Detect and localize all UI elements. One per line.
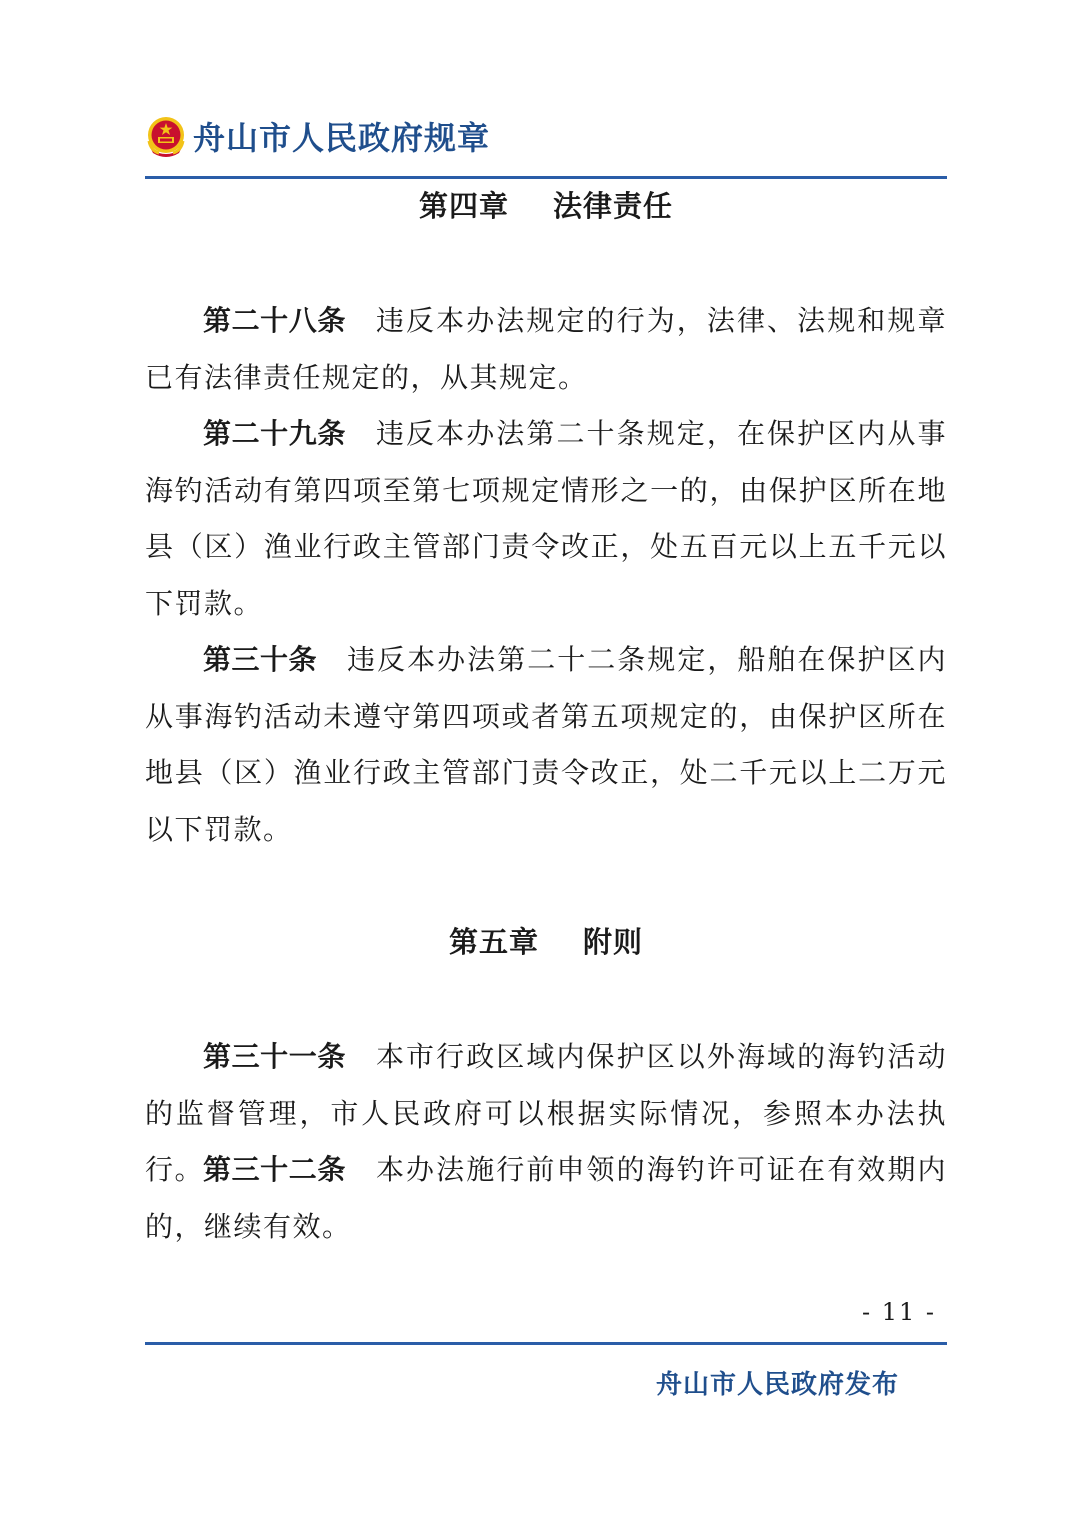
article-text: 本市行政区域内保护区以外海域的海钓活动的监督管理，市人民政府可以根据实际情况，参照本办法执行。 xyxy=(145,1040,947,1186)
article-text: 违反本办法第二十条规定，在保护区内从事海钓活动有第四项至第七项规定情形之一的，由保护区所在地县（区）渔业行政主管部门责令改正，处五百元以上五千元以下罚款。 xyxy=(145,417,947,620)
page-number: - 11 - xyxy=(862,1298,937,1326)
chapter-number: 第四章 xyxy=(418,189,509,223)
article-number: 第二十九条 xyxy=(203,417,346,450)
header-title: 舟山市人民政府规章 xyxy=(193,119,491,157)
chapter-number: 第五章 xyxy=(448,925,539,959)
page-header xyxy=(145,112,490,164)
article-paragraph xyxy=(145,1142,947,1255)
article-paragraph xyxy=(145,632,947,858)
chapter-heading xyxy=(145,925,947,959)
article-text: 违反本办法规定的行为，法律、法规和规章已有法律责任规定的，从其规定。 xyxy=(145,304,947,394)
chapter-title: 附则 xyxy=(583,925,644,959)
article-text: 本办法施行前申领的海钓许可证在有效期内的，继续有效。 xyxy=(145,1153,947,1243)
article-number: 第三十一条 xyxy=(203,1040,346,1073)
footer-publisher: 舟山市人民政府发布 xyxy=(656,1370,900,1400)
article-text: 违反本办法第二十二条规定，船舶在保护区内从事海钓活动未遵守第四项或者第五项规定的，由保护区所在地县（区）渔业行政主管部门责令改正，处二千元以上二万元以下罚款。 xyxy=(145,643,947,846)
article-number: 第三十二条 xyxy=(203,1153,346,1186)
article-paragraph xyxy=(145,293,947,406)
national-emblem-icon xyxy=(145,115,187,161)
article-paragraph xyxy=(145,406,947,632)
footer-divider xyxy=(145,1342,947,1345)
chapter-title: 法律责任 xyxy=(553,189,674,223)
header-divider xyxy=(145,176,947,179)
chapter-heading xyxy=(145,189,947,223)
article-number: 第二十八条 xyxy=(203,304,346,337)
article-number: 第三十条 xyxy=(203,643,318,676)
